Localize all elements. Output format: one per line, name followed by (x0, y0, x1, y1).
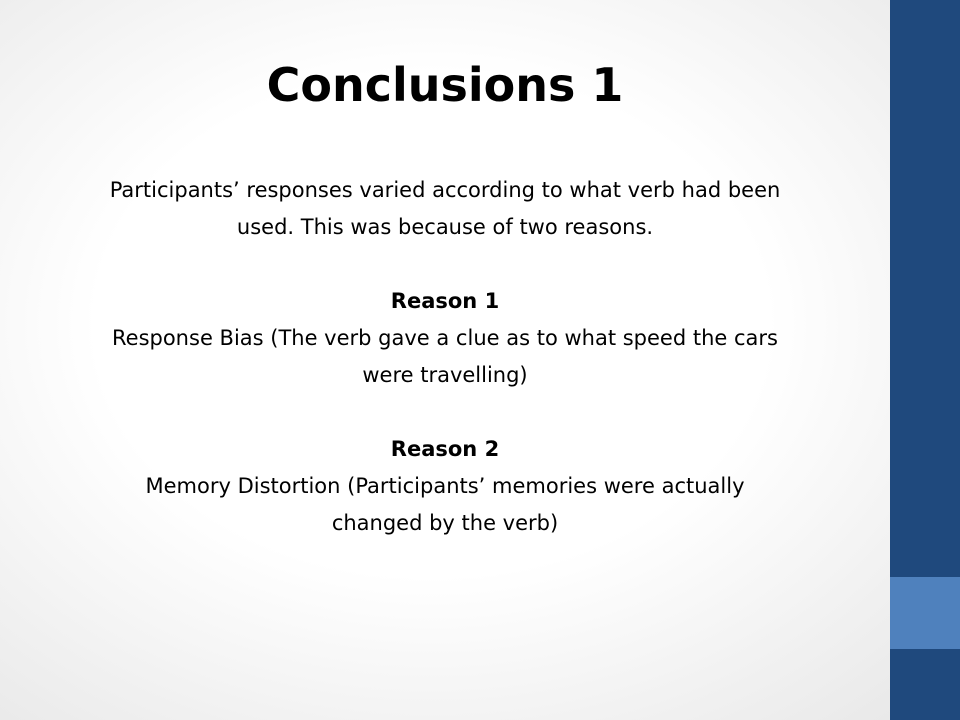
reason-1-heading: Reason 1 (390, 289, 500, 313)
spacer (40, 394, 850, 431)
spacer (40, 246, 850, 283)
intro-line-2: used. This was because of two reasons. (236, 215, 654, 239)
slide-title: Conclusions 1 (266, 58, 624, 112)
reason-2-heading: Reason 2 (390, 437, 500, 461)
reason-1-line-2: were travelling) (362, 363, 528, 387)
reason-1-line-1: Response Bias (The verb gave a clue as to what speed the cars (112, 326, 778, 350)
intro-line-1: Participants’ responses varied according to what verb had been (109, 178, 781, 202)
reason-2-line-1: Memory Distortion (Participants’ memories were actually (145, 474, 745, 498)
reason-2-line-2: changed by the verb) (331, 511, 559, 535)
decorative-sidebar-accent (890, 577, 960, 649)
slide-body (40, 172, 850, 542)
